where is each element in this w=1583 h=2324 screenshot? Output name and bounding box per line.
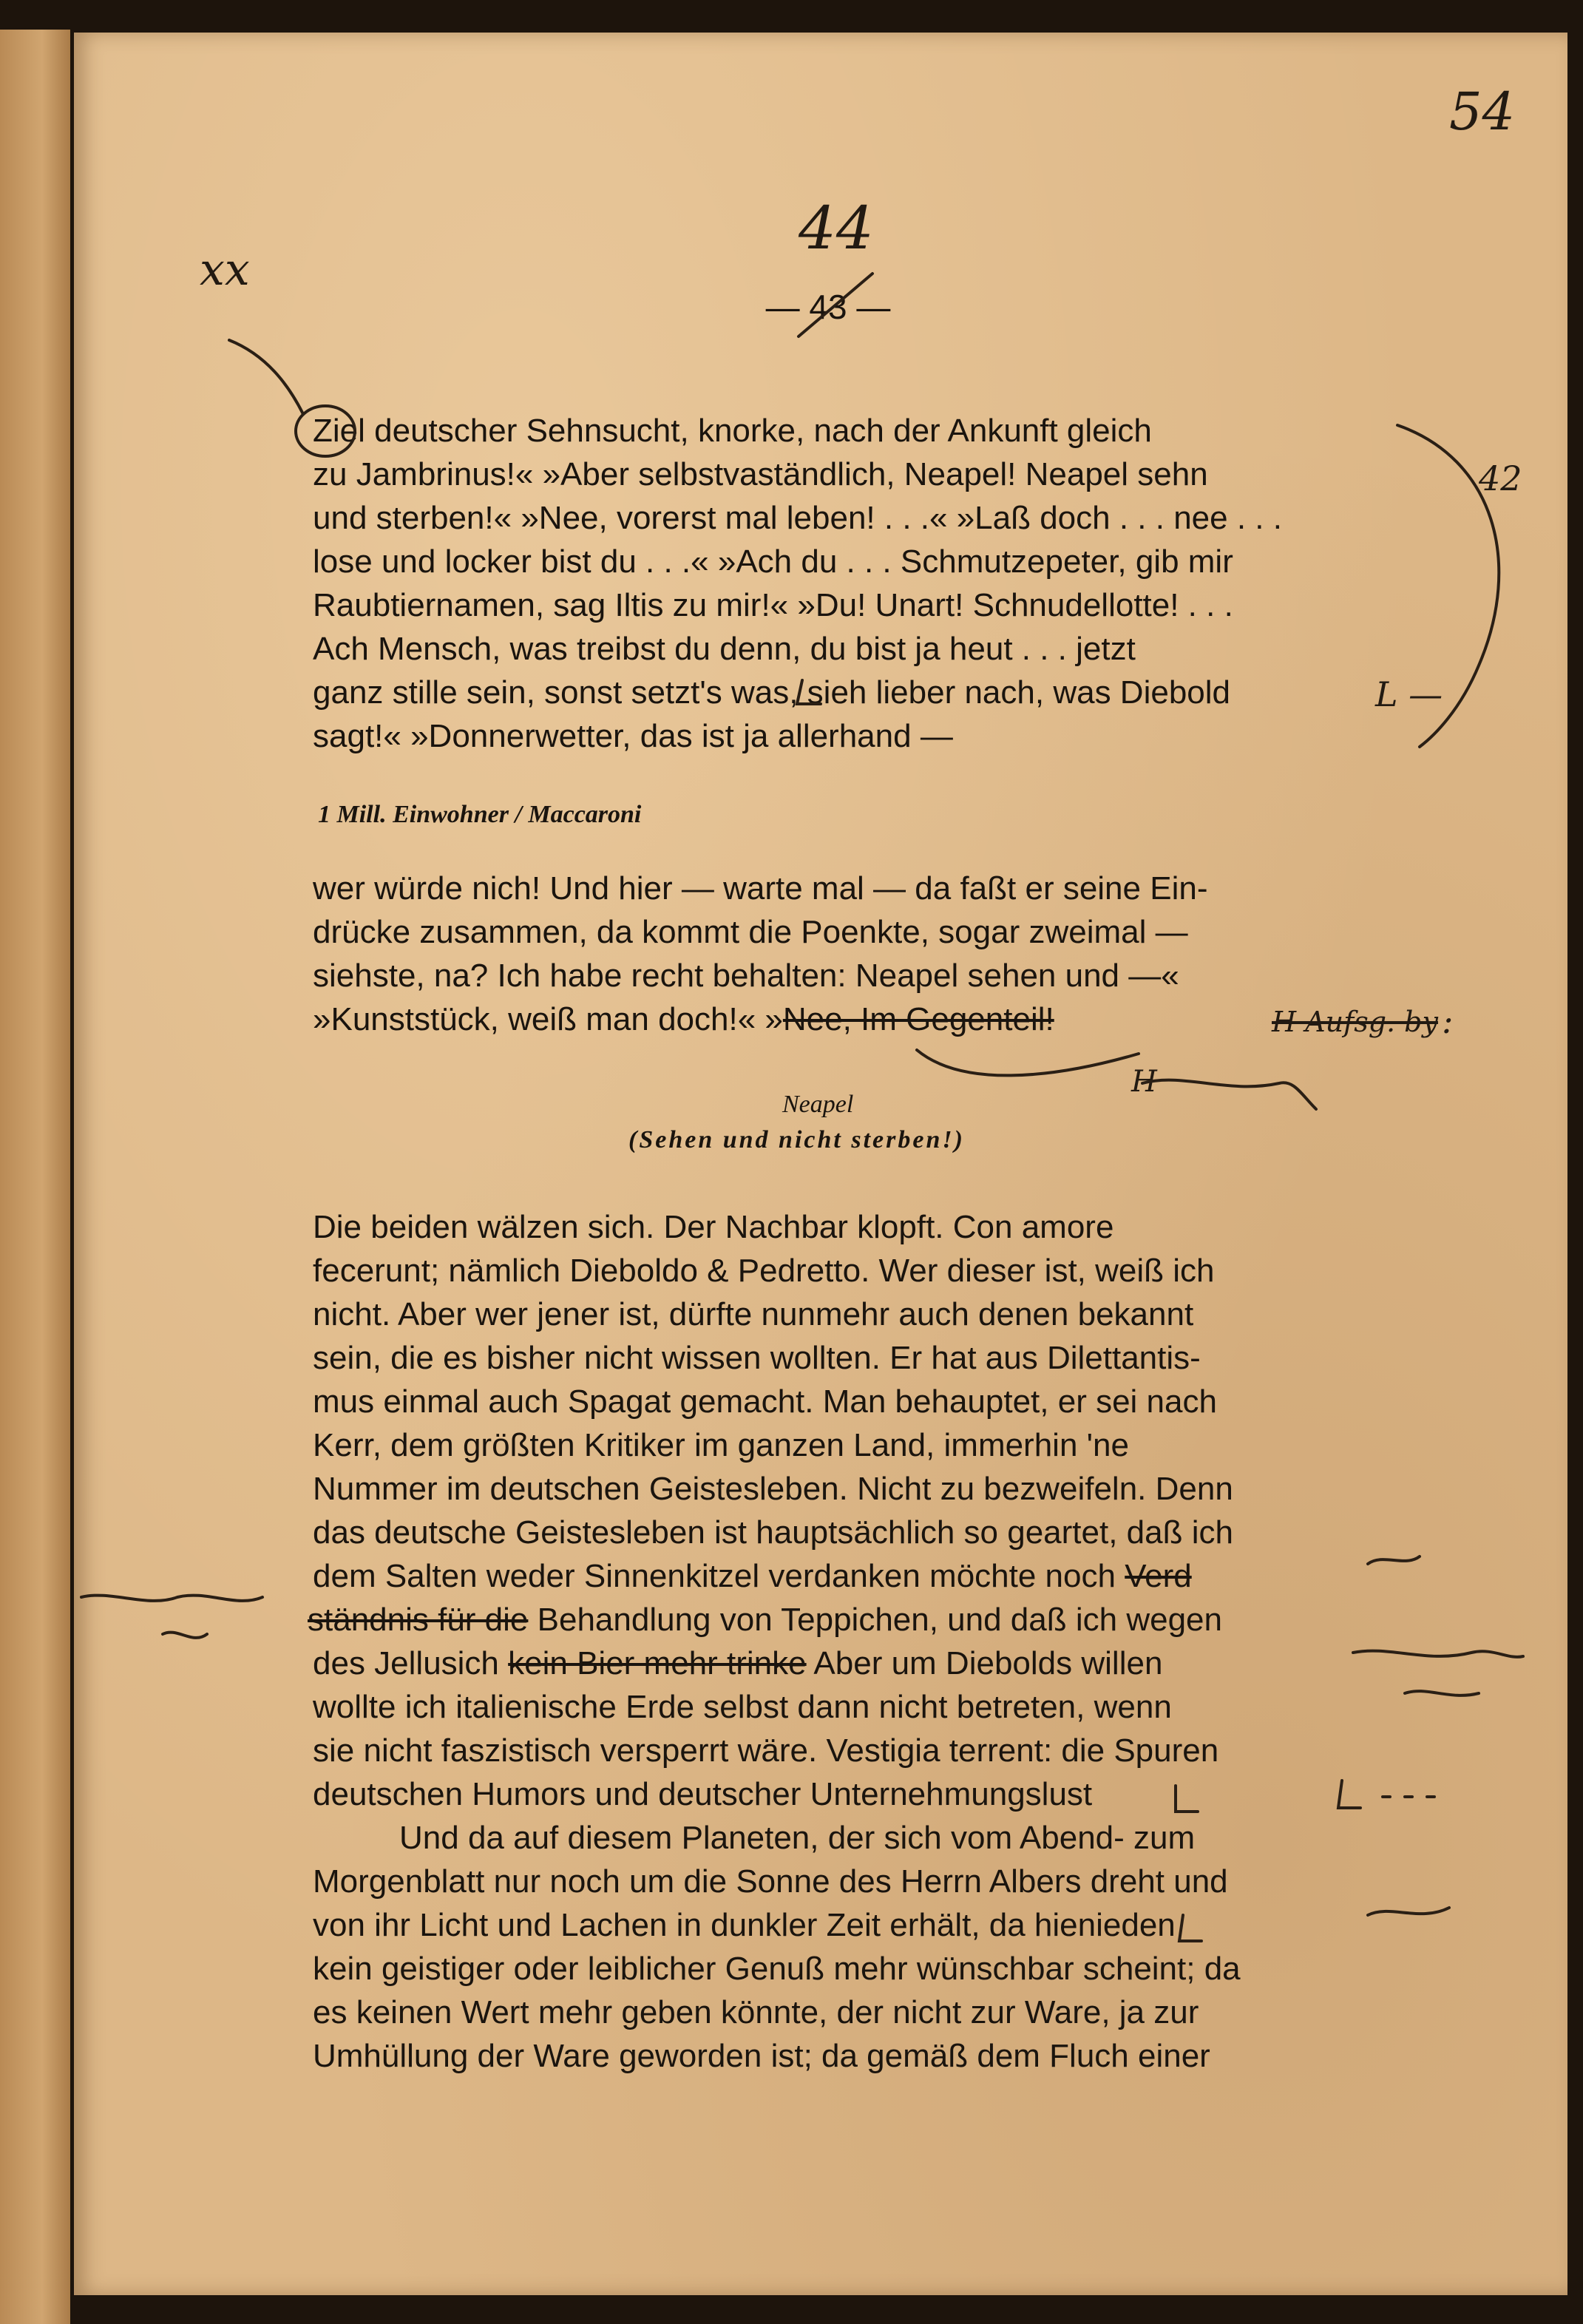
text-line: es keinen Wert mehr geben könnte, der nicht zur Ware, ja zur [313,1994,1199,2030]
text-fragment: »Kunststück, weiß man doch!« » [313,1001,783,1037]
text-line: Kerr, dem größten Kritiker im ganzen Land, immerhin 'ne [313,1427,1129,1463]
right-margin-note [1405,1691,1479,1695]
text-line: ganz stille sein, sonst setzt's was, sieh lieber nach, was Diebold [313,674,1231,711]
text-line: deutschen Humors und deutscher Unternehmungslust [313,1776,1093,1812]
right-margin-note [1353,1651,1523,1657]
handwritten-page-number: 44 [799,194,874,262]
struck-text: kein Bier mehr trinke [508,1645,807,1681]
text-line: Und da auf diesem Planeten, der sich vom Abend- zum [399,1820,1196,1856]
struck-text: Verd [1125,1558,1192,1594]
margin-note-42: 42 [1479,458,1522,498]
left-margin-note [81,1596,262,1601]
l-mark [1338,1781,1360,1808]
text-line: sagt!« »Donnerwetter, das ist ja allerhand — [313,718,953,754]
circle-mark [296,406,355,456]
bracket-mark [1397,425,1499,747]
insertion-mark [917,1050,1139,1075]
text-fragment: des Jellusich [313,1645,499,1681]
text-line: wollte ich italienische Erde selbst dann nicht betreten, wenn [313,1689,1172,1725]
margin-note-struck: H Aufsg. by [1272,1006,1438,1038]
l-mark [1179,1915,1201,1941]
text-line: das deutsche Geistesleben ist hauptsächlich so geartet, daß ich [313,1514,1233,1551]
text-fragment: dem Salten weder Sinnenkitzel verdanken möchte noch [313,1558,1116,1594]
right-margin-note [1142,1080,1316,1109]
text-line: von ihr Licht und Lachen in dunkler Zeit erhält, da hienieden [313,1907,1176,1943]
text-line: fecerunt; nämlich Dieboldo & Pedretto. Wer dieser ist, weiß ich [313,1253,1215,1289]
right-margin-note [1368,1556,1420,1564]
slash-mark [799,274,872,336]
margin-note-h: H [1131,1065,1157,1099]
left-margin-note [163,1633,207,1638]
text-line: Umhüllung der Ware geworden ist; da gemäß dem Fluch einer [313,2038,1210,2074]
text-line: zu Jambrinus!« »Aber selbstvaständlich, Neapel! Neapel sehn [313,456,1208,492]
text-line: mus einmal auch Spagat gemacht. Man behauptet, er sei nach [313,1383,1217,1420]
text-line: sie nicht faszistisch versperrt wäre. Vestigia terrent: die Spuren [313,1732,1219,1769]
struck-text: ständnis für die [308,1602,529,1638]
caption-einwohner: 1 Mill. Einwohner / Maccaroni [318,801,642,828]
text-line: Raubtiernamen, sag Iltis zu mir!« »Du! Unart! Schnudellotte! . . . [313,587,1233,623]
text-line: siehste, na? Ich habe recht behalten: Neapel sehen und —« [313,958,1179,994]
text-line: nicht. Aber wer jener ist, dürfte nunmehr auch denen bekannt [313,1296,1194,1332]
caption-neapel-subtitle: (Sehen und nicht sterben!) [628,1126,965,1153]
text-line: Ziel deutscher Sehnsucht, knorke, nach der Ankunft gleich [313,413,1152,449]
text-line: und sterben!« »Nee, vorerst mal leben! . . .« »Laß doch . . . nee . . . [313,500,1282,536]
text-line: lose und locker bist du . . .« »Ach du . . . Schmutzepeter, gib mir [313,543,1233,580]
text-line: Nummer im deutschen Geistesleben. Nicht zu bezweifeln. Denn [313,1471,1233,1507]
guide-line [229,340,303,414]
l-mark [1176,1786,1198,1812]
text-line: Die beiden wälzen sich. Der Nachbar klopft. Con amore [313,1209,1114,1245]
top-left-mark: xx [200,244,250,296]
text-fragment: Aber um Diebolds willen [813,1645,1163,1681]
right-margin-note [1368,1908,1449,1915]
text-line: sein, die es bisher nicht wissen wollten. Er hat aus Dilettantis- [313,1340,1201,1376]
margin-note-l: L — [1375,674,1443,714]
text-line: kein geistiger oder leiblicher Genuß mehr wünschbar scheint; da [313,1951,1241,1987]
caption-neapel-title: Neapel [782,1091,854,1118]
folio-number: 54 [1449,81,1516,142]
text-fragment: Behandlung von Teppichen, und daß ich wegen [537,1602,1222,1638]
text-line: drücke zusammen, da kommt die Poenkte, sogar zweimal — [313,914,1188,950]
text-line: Morgenblatt nur noch um die Sonne des Herrn Albers dreht und [313,1863,1228,1900]
margin-note-colon: : [1442,1001,1454,1041]
struck-text: Nee, Im Gegenteil! [782,1001,1054,1037]
l-mark [797,680,821,704]
text-line: Ach Mensch, was treibst du denn, du bist ja heut . . . jetzt [313,631,1136,667]
printed-page-number: — 43 — [765,288,891,326]
text-line: wer würde nich! Und hier — warte mal — da faßt er seine Ein- [313,870,1208,907]
